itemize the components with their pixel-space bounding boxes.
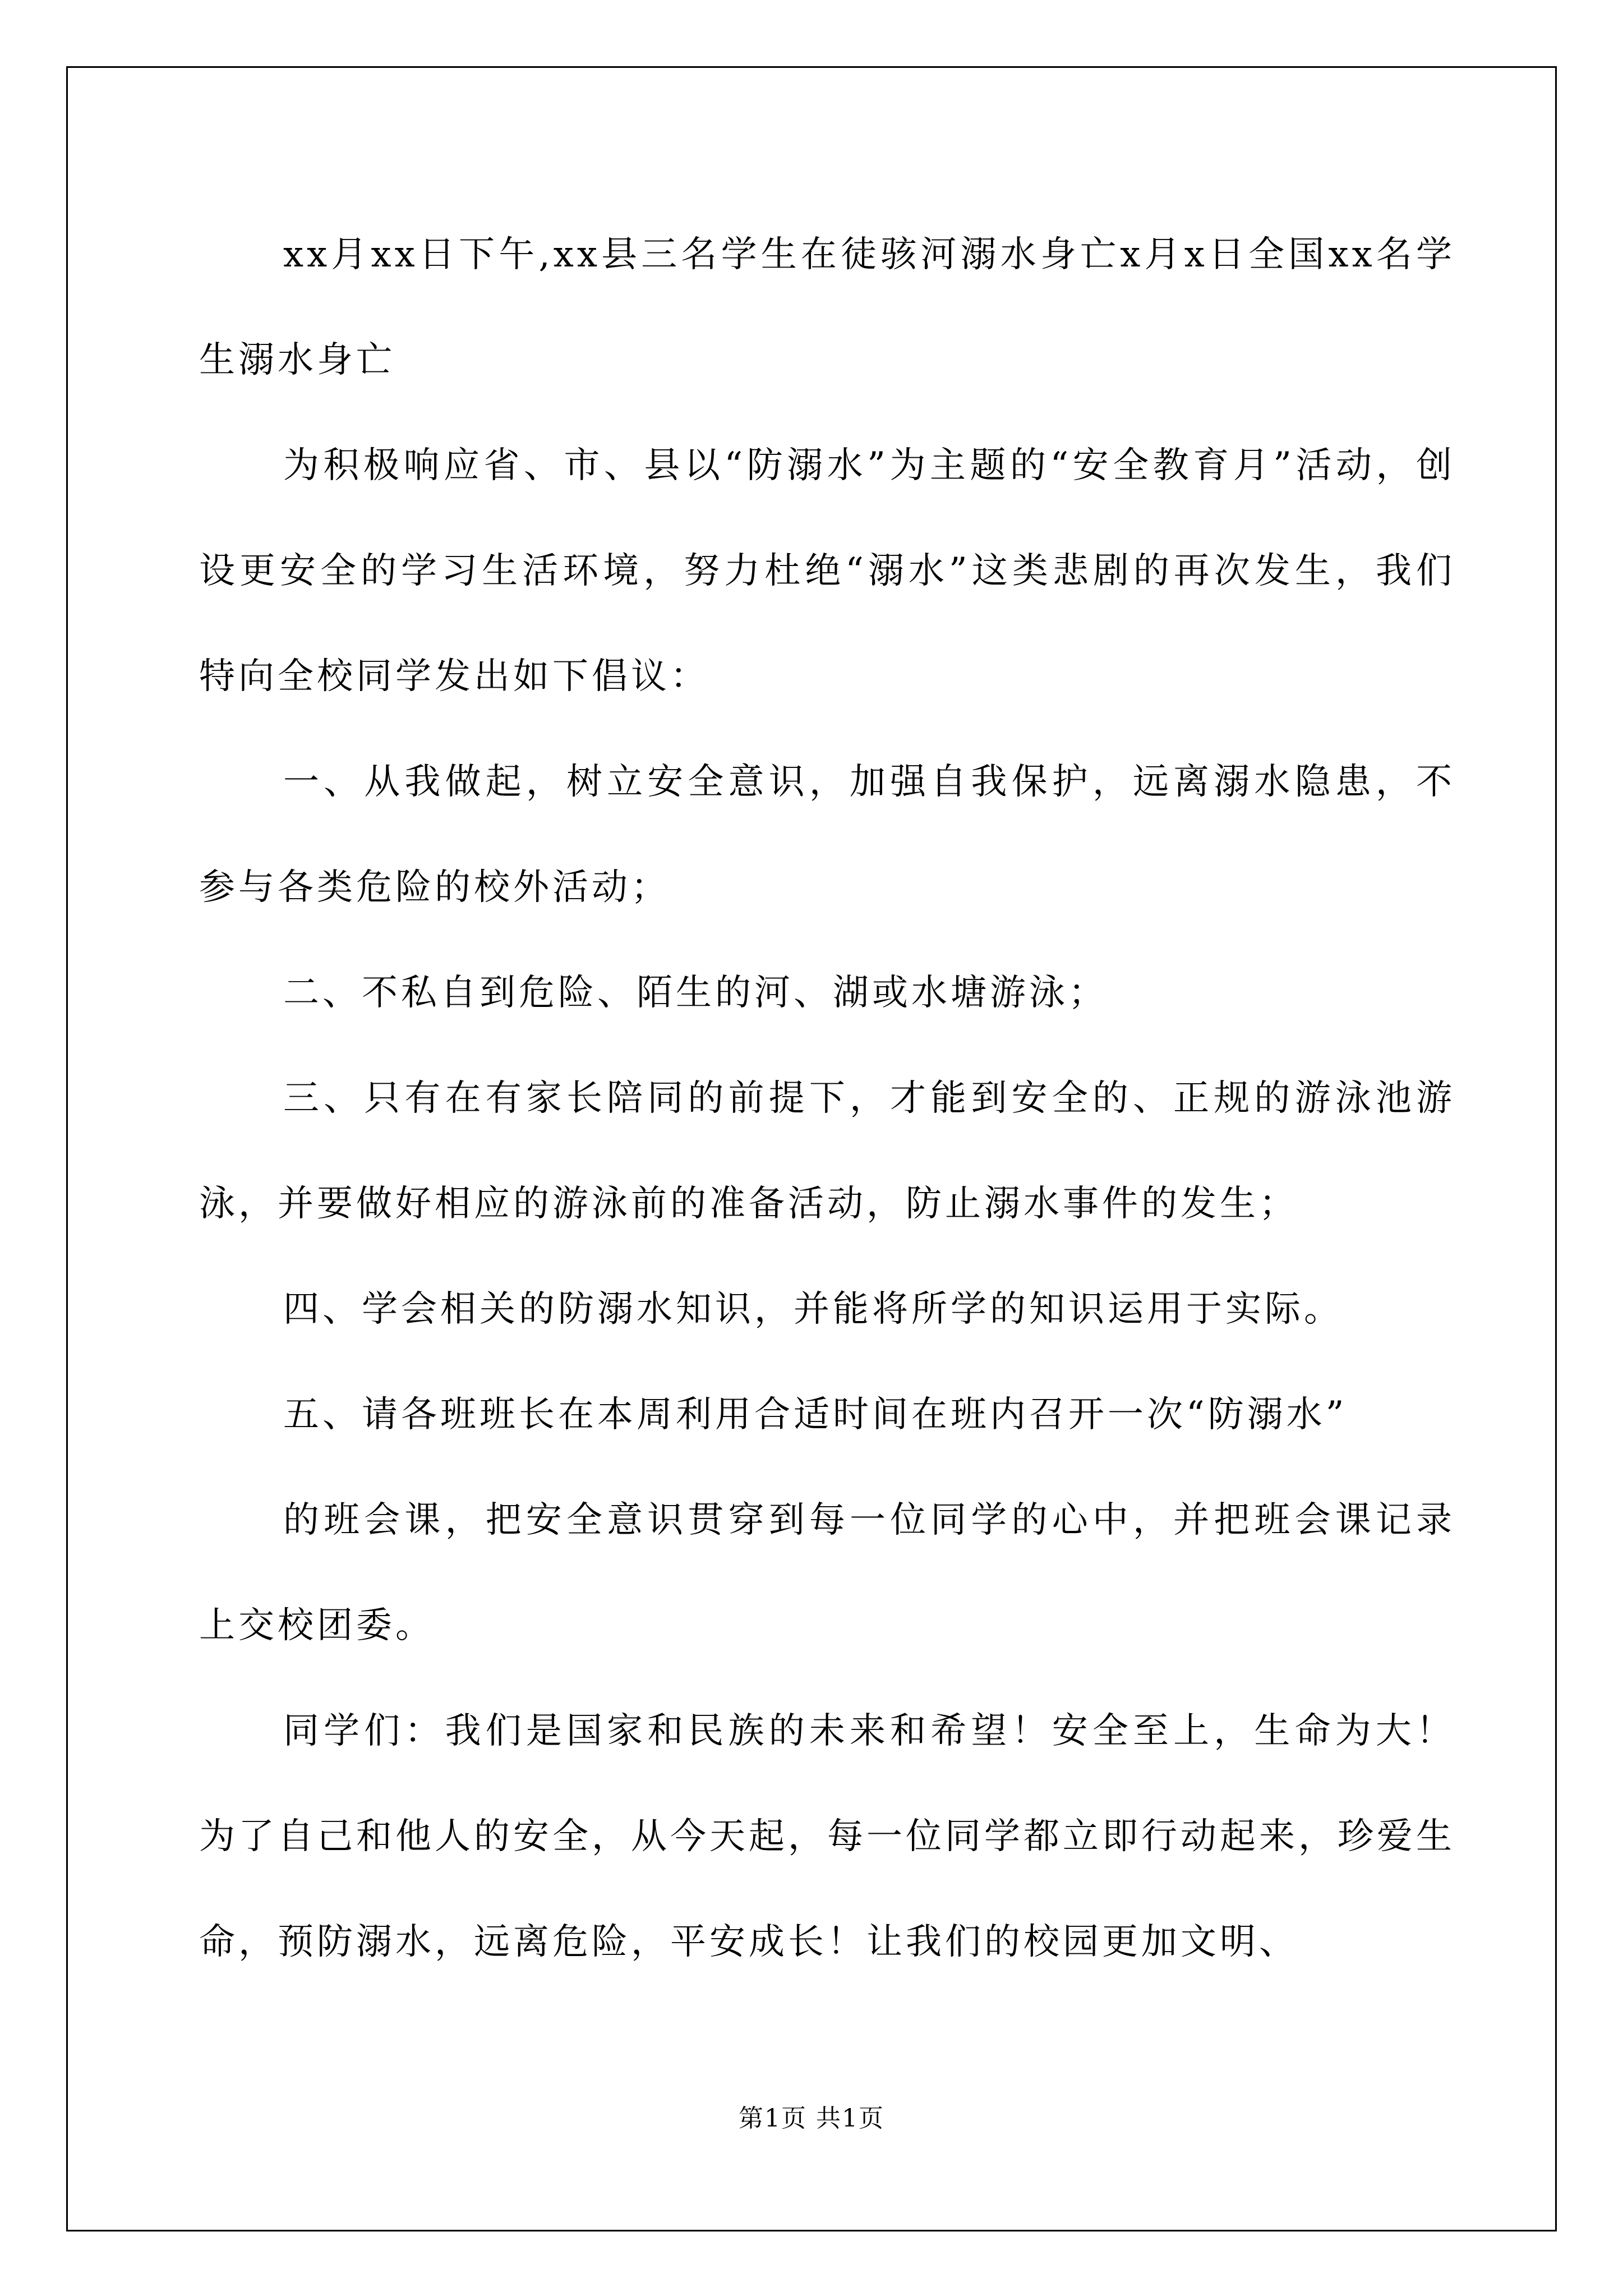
paragraph-7: 五、请各班班长在本周利用合适时间在班内召开一次“防溺水” xyxy=(283,1394,1348,1435)
paragraph-2: 为积极响应省、市、县以“防溺水”为主题的“安全教育月”活动，创设更安全的学习生活环境，努力杜绝“溺水”这类悲剧的再次发生，我们特向全校同学发出如下倡议： xyxy=(199,445,1455,697)
page-number-footer: 第1页 共1页 xyxy=(739,2104,884,2133)
document-body xyxy=(199,202,1455,1995)
paragraph-5: 三、只有在有家长陪同的前提下，才能到安全的、正规的游泳池游泳，并要做好相应的游泳前的准备活动，防止溺水事件的发生； xyxy=(199,1078,1455,1225)
paragraph-6: 四、学会相关的防溺水知识，并能将所学的知识运用于实际。 xyxy=(283,1289,1343,1330)
paragraph-8: 的班会课，把安全意识贯穿到每一位同学的心中，并把班会课记录上交校团委。 xyxy=(199,1499,1455,1646)
paragraph-4: 二、不私自到危险、陌生的河、湖或水塘游泳； xyxy=(283,972,1108,1014)
paragraph-3: 一、从我做起，树立安全意识，加强自我保护，远离溺水隐患，不参与各类危险的校外活动； xyxy=(199,761,1455,908)
paragraph-9: 同学们：我们是国家和民族的未来和希望！安全至上，生命为大！为了自己和他人的安全，从今天起，每一位同学都立即行动起来，珍爱生命，预防溺水，远离危险，平安成长！让我们的校园更加文明、 xyxy=(199,1710,1455,1963)
paragraph-1: xx月xx日下午,xx县三名学生在徒骇河溺水身亡x月x日全国xx名学生溺水身亡 xyxy=(199,234,1455,381)
